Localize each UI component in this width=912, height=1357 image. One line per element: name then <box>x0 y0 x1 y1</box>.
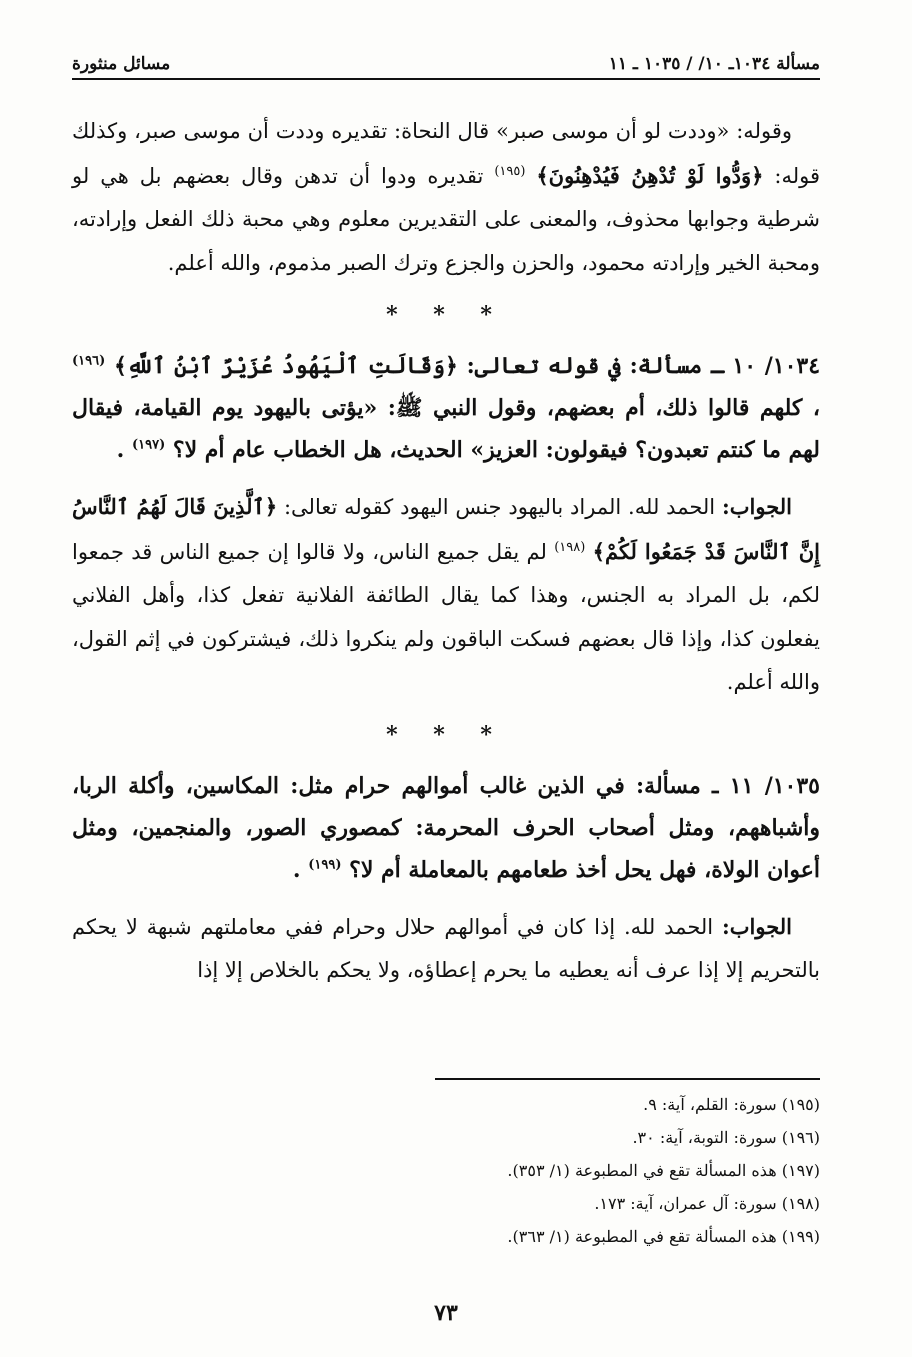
footnotes <box>72 1088 820 1253</box>
answer-label: الجواب: <box>721 494 792 519</box>
intro-text-1: وقوله: «وددت لو أن موسى صبر» قال النحاة: تقديره وددت أن موسى صبر، وكذلك قوله: <box>72 119 820 188</box>
header-rule <box>72 78 820 80</box>
answer-1035-text: الحمد لله. إذا كان في أموالهم حلال وحرام ففي معاملتهم شبهة لا يحكم بالتحريم إلا إذا عرف أنه يعطيه ما يحرم إعطاؤه، ولا يحكم بالخلاص إلا إذا <box>72 914 820 982</box>
answer-1034 <box>72 485 820 705</box>
question-1034-text-2: ، كلهم قالوا ذلك، أم بعضهم، وقول النبي ﷺ: «يؤتى باليهود يوم القيامة، فيقال لهم ما كنتم تعبدون؟ فيقولون: العزيز» الحديث، هل الخطاب عام أم لا؟ <box>72 395 820 463</box>
footnote-ref-198: (١٩٨) <box>554 539 586 555</box>
section-separator: * * * <box>386 721 506 748</box>
answer-1034-text-1: الحمد لله. المراد باليهود جنس اليهود كقوله تعالى: <box>277 495 716 519</box>
running-header <box>72 44 820 74</box>
answer-label: الجواب: <box>721 913 792 939</box>
footnote-ref-195: (١٩٥) <box>494 163 526 179</box>
footnote-ref-197: (١٩٧) <box>131 437 166 453</box>
quran-verse: ﴿وَدُّوا لَوْ تُدْهِنُ فَيُدْهِنُونَ﴾ <box>536 162 764 188</box>
quran-verse: ﴿ٱلَّذِينَ قَالَ لَهُمُ ٱلنَّاسُ إِنَّ ٱلنَّاسَ قَدْ جَمَعُوا لَكُمْ﴾ <box>72 494 820 564</box>
answer-1034-text-2: لم يقل جميع الناس، ولا قالوا إن جميع الناس قد جمعوا لكم، بل المراد به الجنس، وهذا كما يقال الطائفة الفلانية تفعل كذا، وأهل الفلاني يفعلون كذا، وإذا قال بعضهم فسكت الباقون ولم ينكروا ذلك، فيشتركون في إثم القول، والله أعلم. <box>72 539 820 694</box>
footnote-rule <box>435 1078 820 1080</box>
page-number: ٧٣ <box>434 1300 458 1326</box>
question-1034-end: . <box>116 437 125 463</box>
footnote-198: (١٩٨) سورة: آل عمران، آية: ١٧٣. <box>594 1194 820 1213</box>
header-issue-range: مسألة ١٠٣٤ـ ١٠/ / ١٠٣٥ ـ ١١ <box>608 54 820 74</box>
footnote-ref-196: (١٩٦) <box>72 353 106 369</box>
footnote-196: (١٩٦) سورة: التوبة، آية: ٣٠. <box>632 1128 820 1147</box>
question-1035-text: ١٠٣٥/ ١١ ـ مسألة: في الذين غالب أموالهم حرام مثل: المكاسين، وأكلة الربا، وأشباههم، ومثل أصحاب الحرف المحرمة: كمصوري الصور، والمنجمين، ومثل أعوان الولاة، فهل يحل أخذ طعامهم بالمعاملة أم لا؟ <box>72 772 820 883</box>
section-separator: * * * <box>386 302 506 328</box>
quran-verse: ﴿وَقَالَتِ ٱلْيَهُودُ عُزَيْرٌ ٱبْنُ ٱللَّهِ﴾ <box>113 353 458 379</box>
footnote-195: (١٩٥) سورة: القلم، آية: ٩. <box>643 1095 820 1114</box>
question-1034-text-1: ١٠٣٤/ ١٠ ـ مسألة: في قوله تعالى: <box>457 353 821 379</box>
answer-1035 <box>72 905 820 993</box>
question-1035 <box>72 765 820 891</box>
question-1034 <box>72 345 820 471</box>
question-1035-end: . <box>292 856 301 883</box>
intro-paragraph <box>72 110 820 285</box>
footnote-ref-199: (١٩٩) <box>308 857 342 873</box>
intro-text-2: تقديره ودوا أن تدهن وقال بعضهم بل هي لو شرطية وجوابها محذوف، والمعنى على التقديرين معلوم وهي محبة ذلك الفعل وإرادته، ومحبة الخير وإرادته محمود، والحزن والجزع وترك الصبر مذموم، والله أعلم. <box>72 163 820 275</box>
footnote-197: (١٩٧) هذه المسألة تقع في المطبوعة (١/ ٣٥٣). <box>507 1161 820 1180</box>
footnote-199: (١٩٩) هذه المسألة تقع في المطبوعة (١/ ٣٦٣). <box>507 1227 820 1246</box>
book-page <box>72 0 820 1357</box>
page-body <box>72 110 820 993</box>
header-chapter-title: مسائل منثورة <box>72 54 171 74</box>
